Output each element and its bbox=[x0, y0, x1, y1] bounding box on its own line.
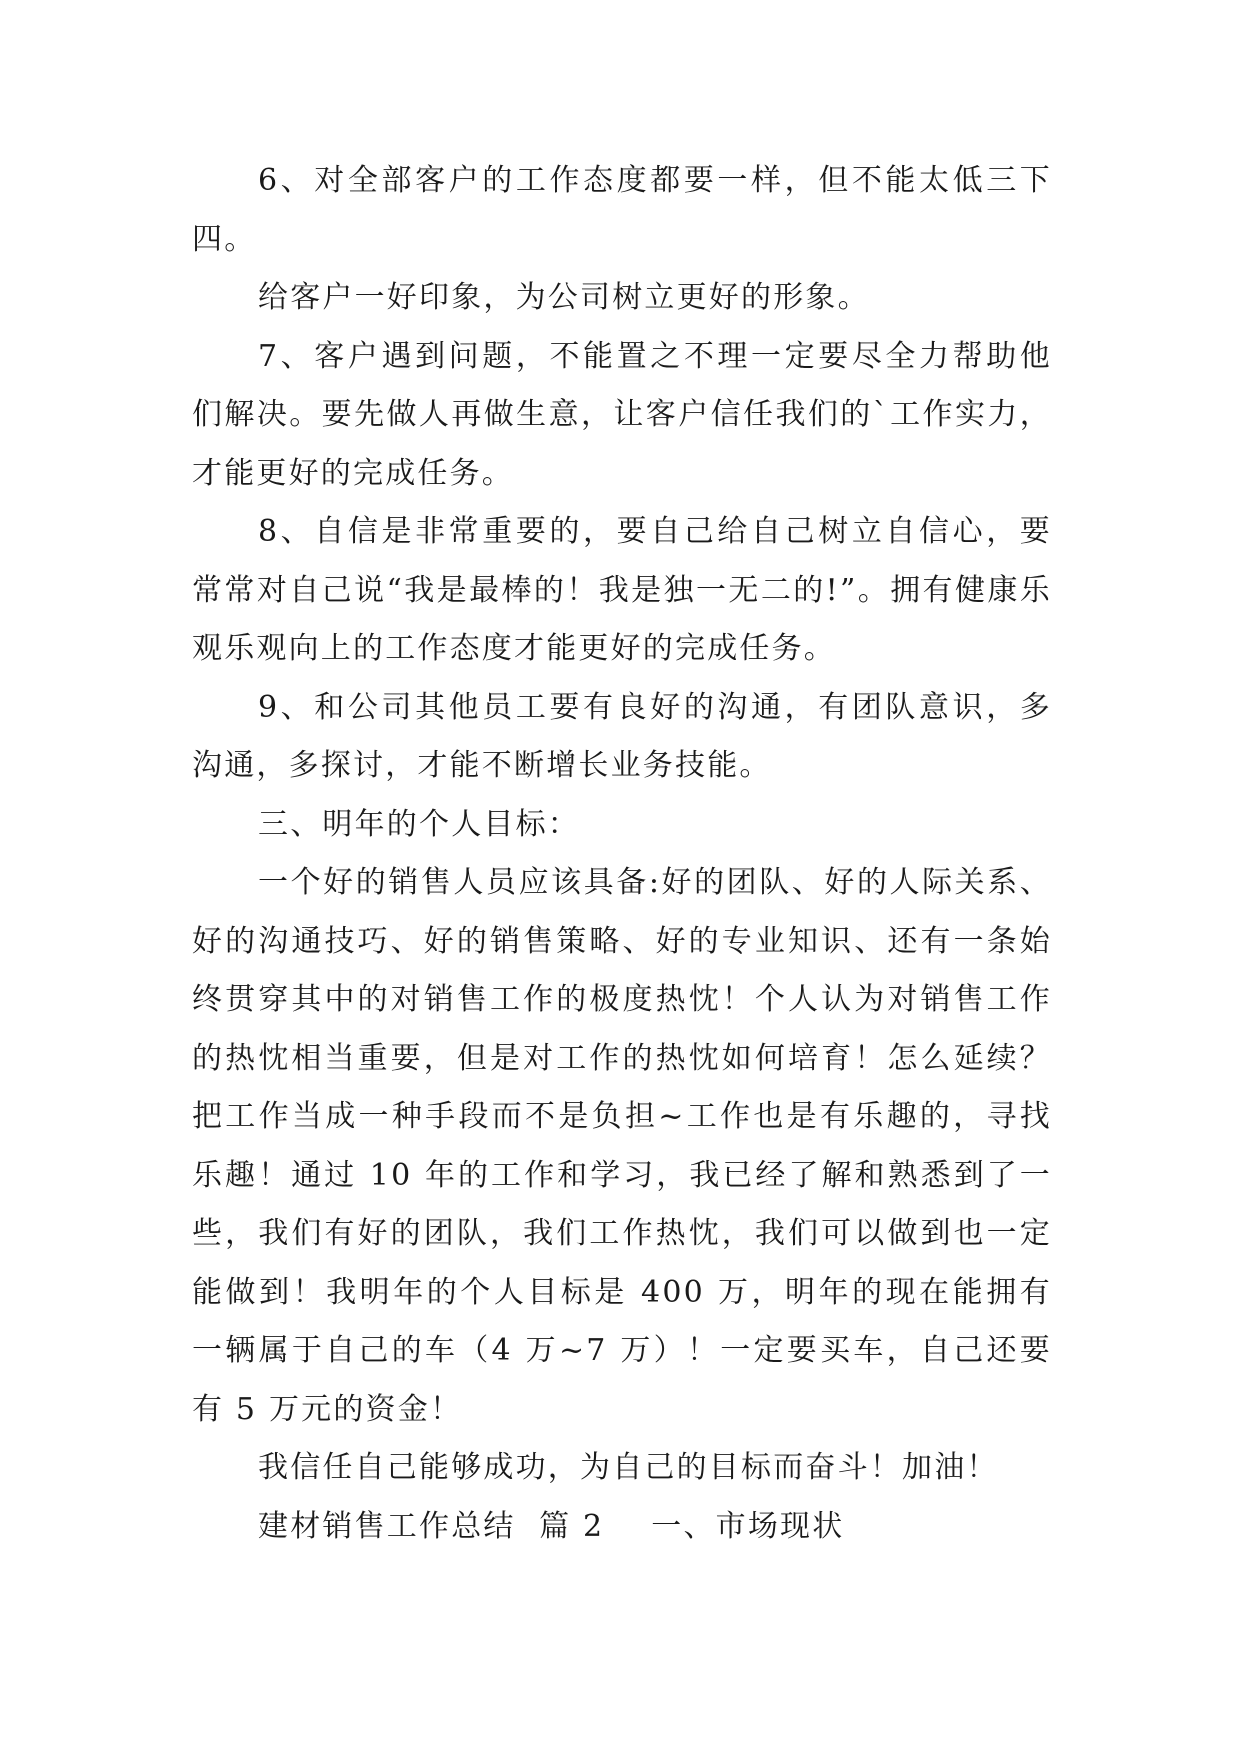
paragraph-item-6: 6、对全部客户的工作态度都要一样，但不能太低三下四。 bbox=[192, 163, 1052, 257]
paragraph-item-7: 7、客户遇到问题，不能置之不理一定要尽全力帮助他们解决。要先做人再做生意，让客户信任我们的`工作实力，才能更好的完成任务。 bbox=[192, 338, 1052, 491]
paragraph-good-impression: 给客户一好印象，为公司树立更好的形象。 bbox=[258, 280, 870, 315]
section-heading-part-2: 建材销售工作总结 篇 2 一、市场现状 bbox=[258, 1508, 845, 1544]
paragraph-goals-body: 一个好的销售人员应该具备:好的团队、好的人际关系、好的沟通技巧、好的销售策略、好的专业知识、还有一条始终贯穿其中的对销售工作的极度热忱！个人认为对销售工作的热忱相当重要，但是对工作的热忱如何培育！怎么延续？把工作当成一种手段而不是负担~工作也是有乐趣的，寻找乐趣！通过 10 年的工作和学习，我已经了解和熟悉到了一些，我们有好的团队，我们工作热忱，我们可以做到也一定能做到！我明年的个人目标是 400 万，明年的现在能拥有一辆属于自己的车（4 万~7 万）！一定要买车，自己还要有 5 万元的资金！ bbox=[192, 865, 1052, 1427]
paragraph-confidence: 我信任自己能够成功，为自己的目标而奋斗！加油！ bbox=[258, 1450, 999, 1485]
section-heading-goals: 三、明年的个人目标： bbox=[258, 806, 580, 842]
document-body bbox=[192, 152, 1052, 1556]
paragraph-item-8: 8、自信是非常重要的，要自己给自己树立自信心，要常常对自己说“我是最棒的！我是独一无二的!”。拥有健康乐观乐观向上的工作态度才能更好的完成任务。 bbox=[192, 514, 1052, 666]
paragraph-item-9: 9、和公司其他员工要有良好的沟通，有团队意识，多沟通，多探讨，才能不断增长业务技能。 bbox=[192, 689, 1052, 783]
